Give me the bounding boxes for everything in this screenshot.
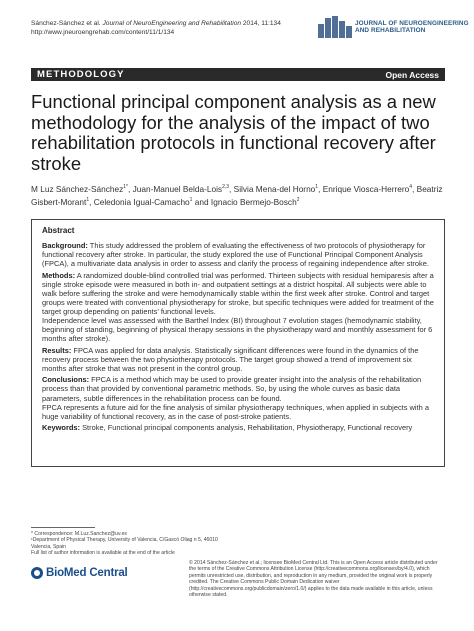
citation-journal: Journal of NeuroEngineering and Rehabilitation	[102, 20, 242, 27]
results-text: FPCA was applied for data analysis. Statistically significant differences were found in the dynamics of the recovery process between the two physiotherapy protocols. The target group showed a trend of improvement six months after stroke that was not present in the control group.	[42, 345, 419, 373]
article-type-label: METHODOLOGY	[37, 69, 125, 80]
author-affiliation-marker: 1*	[123, 184, 128, 190]
biomed-central-icon	[31, 567, 43, 579]
abstract-body	[42, 241, 434, 435]
methods-text: A randomized double-blind controlled trial was performed. Thirteen subjects with residual hemiparesis after a single stroke episode were measured in both in- and outpatient settings at a district hospital. All subjects were able to walk before suffering the stroke and were hemodynamically stable within the first week after stroke. Control and target groups were treated with conventional physiotherapy for stroke, but specific techniques were added for treatment of the target group depending on patients' functional levels.	[42, 270, 434, 316]
logo-text-line1: JOURNAL OF NEUROENGINEERING	[355, 19, 469, 27]
author-name: Enrique Viosca-Herrero	[322, 183, 410, 194]
author-info-note: Full list of author information is available at the end of the article	[31, 550, 175, 557]
abstract-heading: Abstract	[42, 226, 75, 235]
logo-text-line2: AND REHABILITATION	[355, 27, 426, 34]
abstract-keywords	[42, 423, 434, 432]
journal-logo	[318, 16, 469, 38]
article-url[interactable]: http://www.jneuroengrehab.com/content/11/1/134	[31, 29, 175, 36]
author-affiliation-marker: 1	[189, 196, 193, 203]
article-type-banner	[31, 68, 445, 81]
abstract-results	[42, 346, 434, 373]
results-label: Results:	[42, 345, 72, 355]
correspondence-note[interactable]: * Correspondence: M.Luz.Sanchez@uv.es	[31, 531, 127, 537]
affiliation-note: ¹Department of Physical Therapy, University of Valencia, C/Gascó Oliag n 5, 46010 Valencia, Spain	[31, 537, 218, 550]
author-affiliation-marker: 4	[409, 184, 413, 190]
author-name: Juan-Manuel Belda-Lois	[132, 183, 223, 194]
methods-label: Methods:	[42, 270, 76, 280]
article-title: Functional principal component analysis as a new methodology for the analysis of the impact of two rehabilitation protocols in functional recovery after stroke	[31, 91, 436, 174]
journal-logo-text	[355, 20, 469, 35]
keywords-label: Keywords:	[42, 423, 81, 433]
author	[94, 197, 193, 207]
conclusions-text: FPCA is a method which may be used to provide greater insight into the analysis of the rehabilitation process than that provided by conventional parametric methods. So, by using the whole curves as basic data parameters, subtle differences in the rehabilitation process can be found.	[42, 375, 422, 403]
abstract-methods-extra: Independence level was assessed with the Barthel Index (BI) throughout 7 evolution stages (hemodynamic stability, beginning of standing, beginning of physical therapy sessions in the physiotherapy ward and monthly assessment for 6 months after stroke).	[42, 315, 433, 344]
author	[31, 184, 128, 194]
publisher-logo	[31, 567, 128, 579]
author	[211, 197, 300, 207]
footnotes	[31, 531, 231, 557]
author	[133, 184, 229, 194]
citation-authors: Sánchez-Sánchez et al.	[31, 20, 103, 27]
license-text: © 2014 Sánchez-Sánchez et al.; licensee BioMed Central Ltd. This is an Open Access article distributed under the terms of the Creative Commons Attribution License (http://creativecommons.org/licenses/by/4.0), which permits unrestricted use, distribution, and reproduction in any medium, provided the original work is properly credited. The Creative Commons Public Domain Dedication waiver (http://creativecommons.org/publicdomain/zero/1.0/) applies to the data made available in this article, unless otherwise stated.	[189, 560, 438, 599]
author-name: Ignacio Bermejo-Bosch	[210, 196, 297, 207]
publisher-name: BioMed Central	[46, 567, 128, 579]
author-affiliation-marker: 1	[315, 184, 319, 190]
author-affiliation-marker: 1	[86, 196, 90, 203]
author-name: Beatriz Gisbert-Morant	[31, 183, 443, 207]
abstract-methods	[42, 271, 434, 316]
abstract-conclusions-extra: FPCA represents a future aid for the fine analysis of similar physiotherapy techniques, when applied in subjects with a huge variability of functional recovery, as in the case of post-stroke patients.	[42, 402, 429, 421]
author-affiliation-marker: 2,3	[222, 184, 230, 190]
abstract-box	[31, 219, 445, 467]
abstract-background	[42, 241, 434, 268]
footnote-rule	[31, 527, 95, 528]
author-affiliation-marker: 2	[296, 196, 300, 203]
abstract-conclusions	[42, 375, 434, 402]
background-text: This study addressed the problem of evaluating the effectiveness of two protocols of physiotherapy for functional recovery after stroke. In particular, the study explored the use of Functional Principal Component Analysis (FPCA), a multivariate data analysis in order to assess and clarify the process of regaining independence after stroke.	[42, 241, 429, 269]
jner-logo-icon	[318, 16, 352, 38]
author-name: Silvia Mena-del Horno	[233, 183, 316, 194]
background-label: Background:	[42, 241, 88, 250]
author-name: M Luz Sánchez-Sánchez	[31, 183, 124, 194]
author-name: Celedonia Igual-Camacho	[93, 196, 190, 207]
open-access-label: Open Access	[385, 69, 439, 80]
conclusions-label: Conclusions:	[42, 375, 90, 385]
author-list: M Luz Sánchez-Sánchez$^{1*}$, Juan-Manuel Belda-Lois$^{2,3}$, Silvia Mena-del Horno$^1$, Enrique Viosca-Herrero$^4$, Beatriz Gisbert-Morant$^1$, Celedonia Igual-Camacho$^1$ and Ignacio Bermejo-Bosch$^2$	[31, 183, 443, 207]
citation-volume: 2014, 11:134	[241, 20, 281, 27]
author	[323, 184, 412, 194]
citation-line	[31, 19, 281, 28]
keywords-text: Stroke, Functional principal components analysis, Rehabilitation, Physiotherapy, Functional recovery	[80, 423, 413, 433]
running-header	[31, 19, 281, 37]
author	[234, 184, 318, 194]
